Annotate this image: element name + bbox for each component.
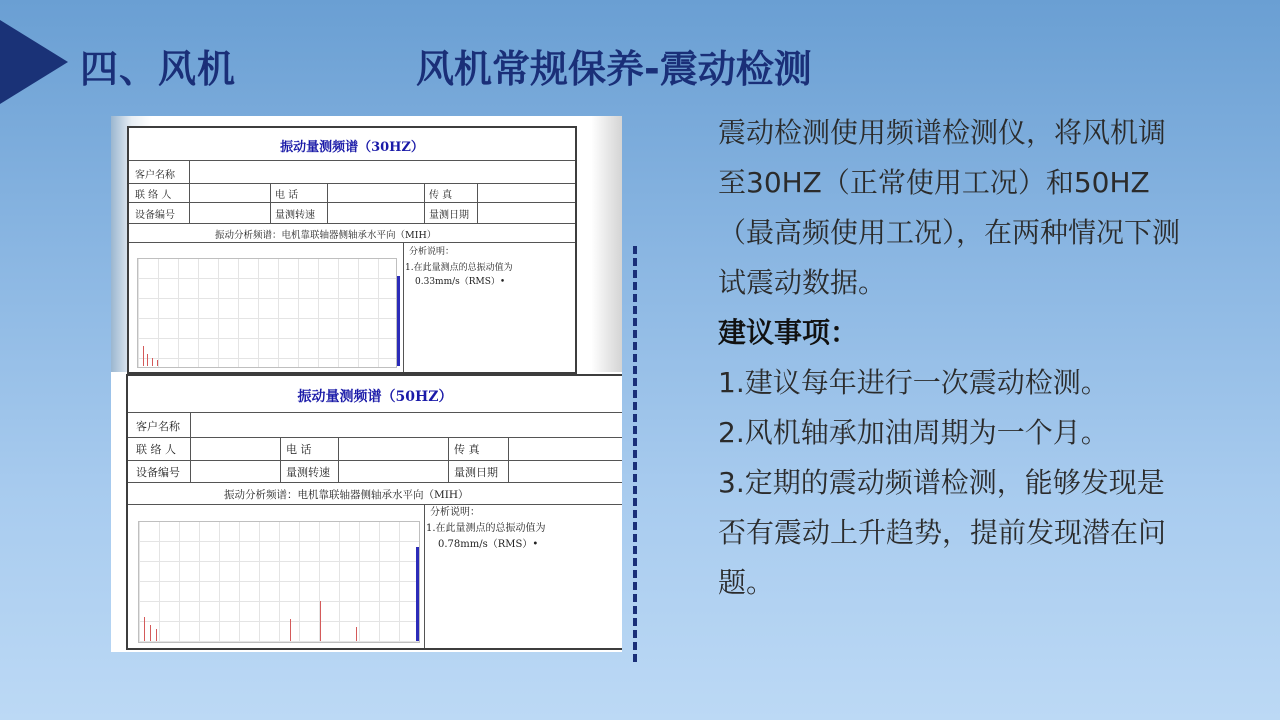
advice-item-2: 2.风机轴承加油周期为一个月。	[718, 416, 1109, 449]
spectrum-chart-50hz	[130, 507, 422, 645]
date-label: 量测日期	[429, 210, 469, 221]
analysis-line-1: 1.在此量测点的总振动值为	[405, 263, 513, 273]
vibration-report-image	[111, 116, 622, 652]
phone-label: 电 话	[286, 443, 312, 456]
analysis-value: 0.33mm/s（RMS）•	[415, 277, 506, 287]
advice-title: 建议事项：	[718, 316, 859, 349]
analysis-label: 分析说明：	[409, 247, 455, 257]
fax-label: 传 真	[429, 190, 453, 201]
device-label: 设备编号	[135, 210, 175, 221]
description-text	[718, 108, 1188, 608]
device-label: 设备编号	[136, 466, 180, 479]
contact-label: 联 络 人	[135, 190, 172, 201]
client-label: 客户名称	[135, 170, 175, 181]
fax-label: 传 真	[454, 443, 480, 456]
spectrum-chart-30hz	[131, 246, 401, 370]
analysis-value: 0.78mm/s（RMS）•	[438, 539, 539, 550]
spectrum-peak-50hz	[416, 547, 419, 641]
report-50hz-title: 振动量测频谱（50HZ）	[297, 389, 453, 405]
slide-title: 风机常规保养-震动检测	[416, 47, 812, 91]
analysis-line-1: 1.在此量测点的总振动值为	[426, 523, 546, 534]
speed-label: 量测转速	[275, 210, 315, 221]
date-label: 量测日期	[454, 466, 498, 479]
vertical-dashed-divider	[633, 246, 637, 662]
title-arrow-marker	[0, 20, 68, 104]
spectrum-title: 振动分析频谱：电机靠联轴器侧轴承水平向（MIH）	[224, 489, 469, 501]
analysis-label: 分析说明：	[430, 507, 480, 518]
advice-item-1: 1.建议每年进行一次震动检测。	[718, 366, 1109, 399]
report-30hz	[127, 126, 577, 374]
spectrum-title: 振动分析频谱：电机靠联轴器侧轴承水平向（MIH）	[215, 230, 437, 241]
spectrum-peak-30hz	[397, 276, 400, 366]
description-paragraph: 震动检测使用频谱检测仪，将风机调至30HZ（正常使用工况）和50HZ（最高频使用工况），在两种情况下测试震动数据。	[718, 116, 1181, 299]
speed-label: 量测转速	[286, 466, 330, 479]
advice-item-3: 3.定期的震动频谱检测，能够发现是否有震动上升趋势，提前发现潜在问题。	[718, 466, 1167, 599]
phone-label: 电 话	[275, 190, 299, 201]
client-label: 客户名称	[136, 420, 180, 433]
report-30hz-title: 振动量测频谱（30HZ）	[280, 140, 424, 155]
report-50hz	[126, 374, 622, 650]
contact-label: 联 络 人	[136, 443, 176, 456]
section-title: 四、风机	[80, 47, 237, 91]
